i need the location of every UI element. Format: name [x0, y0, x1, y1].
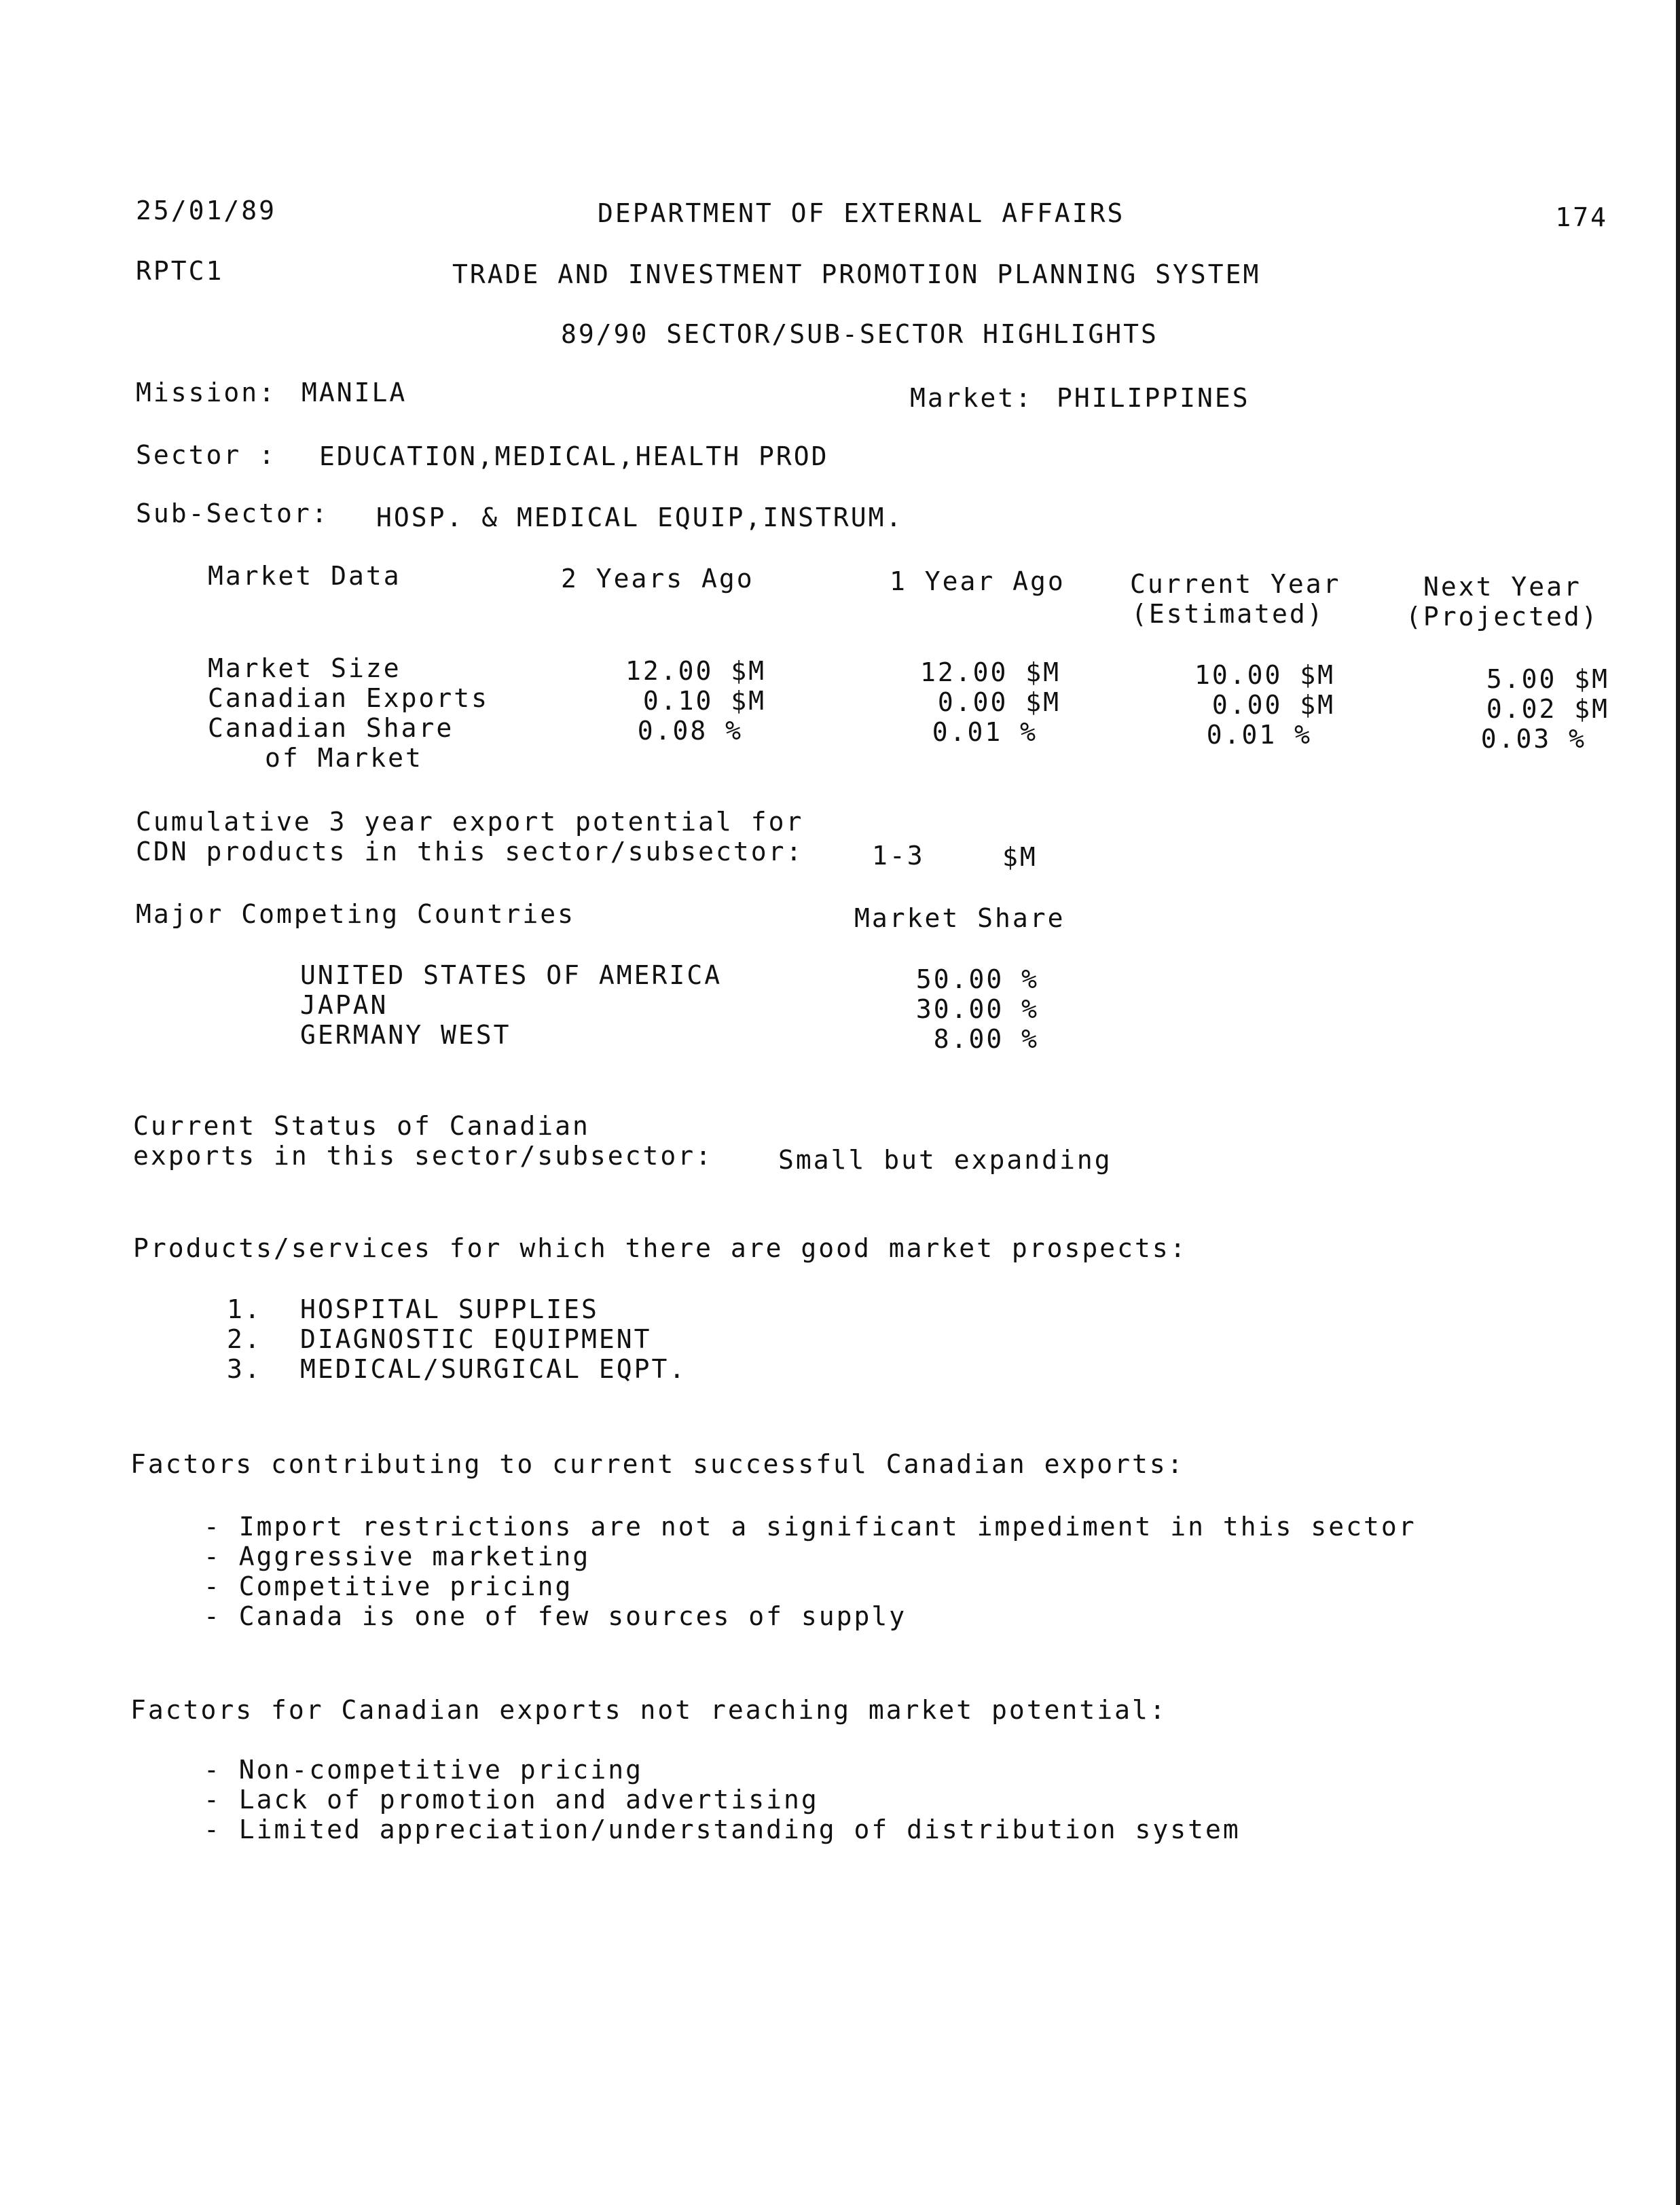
prospect-number: 3. [227, 1354, 262, 1384]
cell-market-size-2y: 12.00 $M [625, 656, 766, 686]
competitor-share: 50.00 % [915, 964, 1039, 994]
prospect-item: DIAGNOSTIC EQUIPMENT [300, 1324, 652, 1354]
status-line2: exports in this sector/subsector: [133, 1141, 713, 1171]
prospect-item: HOSPITAL SUPPLIES [300, 1294, 599, 1324]
success-factor-item: - Import restrictions are not a significant impediment in this sector [204, 1512, 1417, 1542]
report-date: 25/01/89 [136, 196, 277, 225]
sector-label: Sector : [136, 440, 277, 470]
export-potential-line1: Cumulative 3 year export potential for [136, 807, 804, 837]
prospect-number: 1. [227, 1294, 262, 1324]
shortfall-factors-heading: Factors for Canadian exports not reaching market potential: [130, 1695, 1167, 1725]
report-title: 89/90 SECTOR/SUB-SECTOR HIGHLIGHTS [561, 319, 1158, 349]
cell-share-next: 0.03 % [1480, 724, 1586, 754]
market-share-heading: Market Share [854, 903, 1065, 933]
row-label-canadian-share-sub: of Market [265, 743, 423, 773]
department-name: DEPARTMENT OF EXTERNAL AFFAIRS [598, 198, 1125, 228]
cell-exports-2y: 0.10 $M [642, 686, 766, 716]
competitors-heading: Major Competing Countries [136, 899, 575, 929]
page-number: 174 [1555, 202, 1608, 232]
export-potential-unit: $M [1002, 842, 1038, 872]
success-factor-item: - Aggressive marketing [204, 1542, 591, 1571]
cell-share-2y: 0.08 % [637, 716, 743, 746]
cell-exports-1y: 0.00 $M [937, 687, 1061, 717]
sector-value: EDUCATION,MEDICAL,HEALTH PROD [319, 441, 829, 471]
shortfall-factor-item: - Limited appreciation/understanding of distribution system [204, 1815, 1241, 1844]
col-header-market-data: Market Data [208, 561, 401, 591]
success-factors-heading: Factors contributing to current successful Canadian exports: [130, 1449, 1185, 1479]
col-header-current-year: Current Year [1130, 569, 1341, 599]
success-factor-item: - Competitive pricing [204, 1571, 573, 1601]
report-code: RPTC1 [136, 256, 224, 286]
scan-edge-border [1676, 0, 1680, 2205]
competitor-country: GERMANY WEST [300, 1020, 511, 1050]
sub-sector-label: Sub-Sector: [136, 498, 329, 528]
mission-label: Mission: [136, 378, 277, 407]
col-header-2-years-ago: 2 Years Ago [561, 564, 754, 594]
shortfall-factor-item: - Non-competitive pricing [204, 1755, 643, 1785]
row-label-canadian-exports: Canadian Exports [208, 683, 490, 713]
cell-market-size-next: 5.00 $M [1486, 664, 1609, 694]
export-potential-line2: CDN products in this sector/subsector: [136, 837, 804, 867]
cell-market-size-current: 10.00 $M [1194, 660, 1335, 690]
status-value: Small but expanding [778, 1145, 1112, 1175]
success-factor-item: - Canada is one of few sources of supply [204, 1601, 907, 1631]
prospect-item: MEDICAL/SURGICAL EQPT. [300, 1354, 687, 1384]
cell-exports-current: 0.00 $M [1211, 690, 1335, 720]
prospects-heading: Products/services for which there are good market prospects: [133, 1233, 1188, 1263]
competitor-country: UNITED STATES OF AMERICA [300, 960, 723, 990]
competitor-country: JAPAN [300, 990, 388, 1020]
status-line1: Current Status of Canadian [133, 1111, 590, 1141]
row-label-market-size: Market Size [208, 653, 401, 683]
cell-market-size-1y: 12.00 $M [919, 657, 1061, 687]
col-header-next-year: Next Year [1423, 572, 1582, 602]
row-label-canadian-share: Canadian Share [208, 713, 454, 743]
col-header-1-year-ago: 1 Year Ago [890, 566, 1065, 596]
shortfall-factor-item: - Lack of promotion and advertising [204, 1785, 819, 1815]
col-header-current-year-sub: (Estimated) [1131, 599, 1325, 629]
cell-share-current: 0.01 % [1206, 720, 1312, 750]
competitor-share: 8.00 % [933, 1024, 1039, 1054]
cell-exports-next: 0.02 $M [1486, 694, 1609, 724]
competitor-share: 30.00 % [915, 994, 1039, 1024]
col-header-next-year-sub: (Projected) [1406, 602, 1599, 632]
market-value: PHILIPPINES [1057, 383, 1250, 413]
market-label: Market: [910, 383, 1034, 413]
sub-sector-value: HOSP. & MEDICAL EQUIP,INSTRUM. [376, 503, 904, 532]
prospect-number: 2. [227, 1324, 262, 1354]
export-potential-value: 1-3 [872, 841, 925, 871]
cell-share-1y: 0.01 % [932, 717, 1038, 747]
mission-value: MANILA [302, 378, 407, 407]
system-title: TRADE AND INVESTMENT PROMOTION PLANNING SYSTEM [452, 259, 1261, 289]
